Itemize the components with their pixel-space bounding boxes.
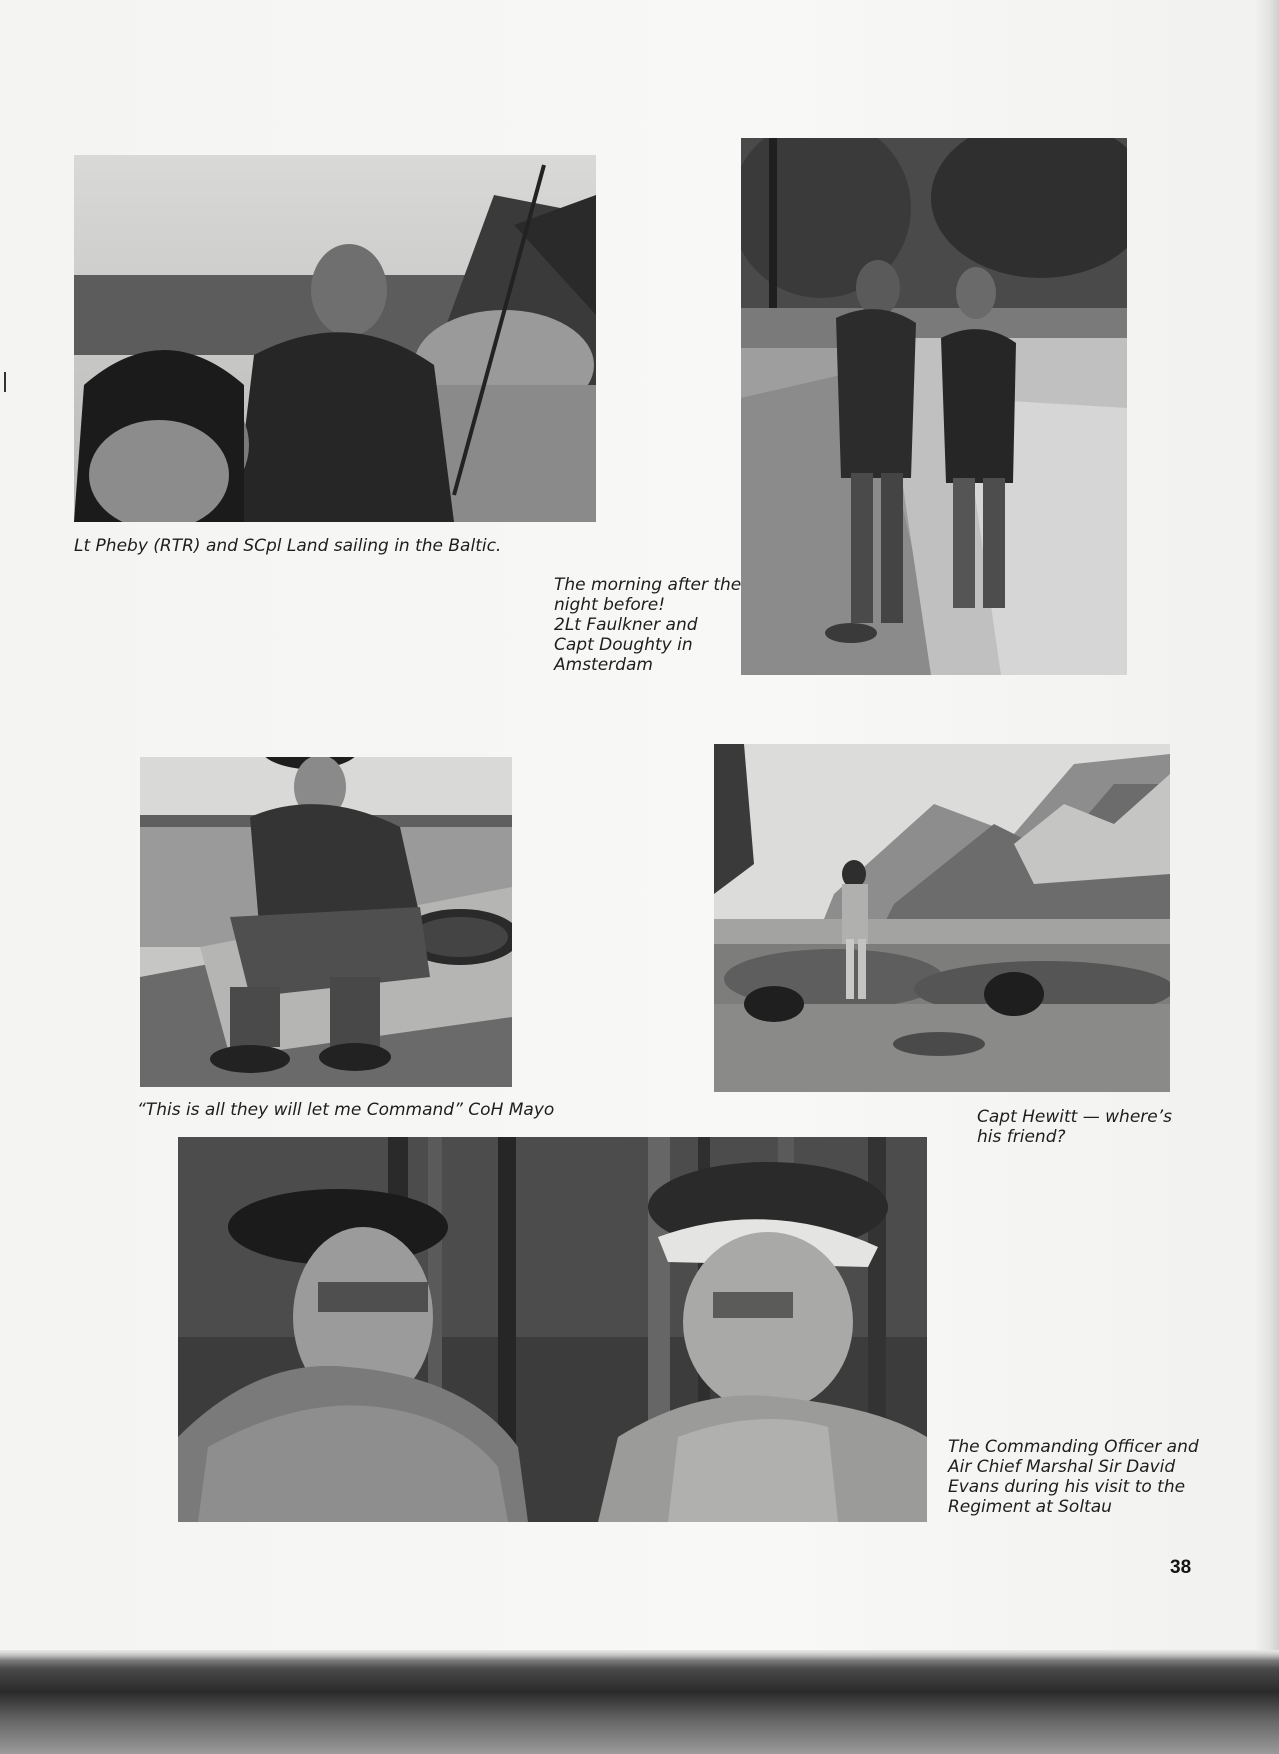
margin-mark <box>4 372 6 392</box>
caption-capt-hewitt: Capt Hewitt — where’s his friend? <box>977 1107 1173 1147</box>
scan-bottom-edge <box>0 1650 1279 1754</box>
photo-capt-hewitt <box>714 744 1170 1092</box>
photo-sailing-baltic <box>74 155 596 522</box>
caption-amsterdam: The morning after the night before! 2Lt Faulkner and Capt Doughty in Amsterdam <box>554 575 742 675</box>
photo-commanding-officer <box>178 1137 927 1522</box>
spine-shadow <box>1255 0 1279 1660</box>
caption-sailing: Lt Pheby (RTR) and SCpl Land sailing in the Baltic. <box>74 536 502 556</box>
caption-coh-mayo: “This is all they will let me Command” CoH Mayo <box>137 1100 555 1120</box>
photo-amsterdam <box>741 138 1127 675</box>
photo-coh-mayo <box>140 757 512 1087</box>
page-number: 38 <box>1170 1557 1192 1578</box>
caption-commanding-officer: The Commanding Officer and Air Chief Marshal Sir David Evans during his visit to the Regiment at Soltau <box>948 1437 1199 1517</box>
